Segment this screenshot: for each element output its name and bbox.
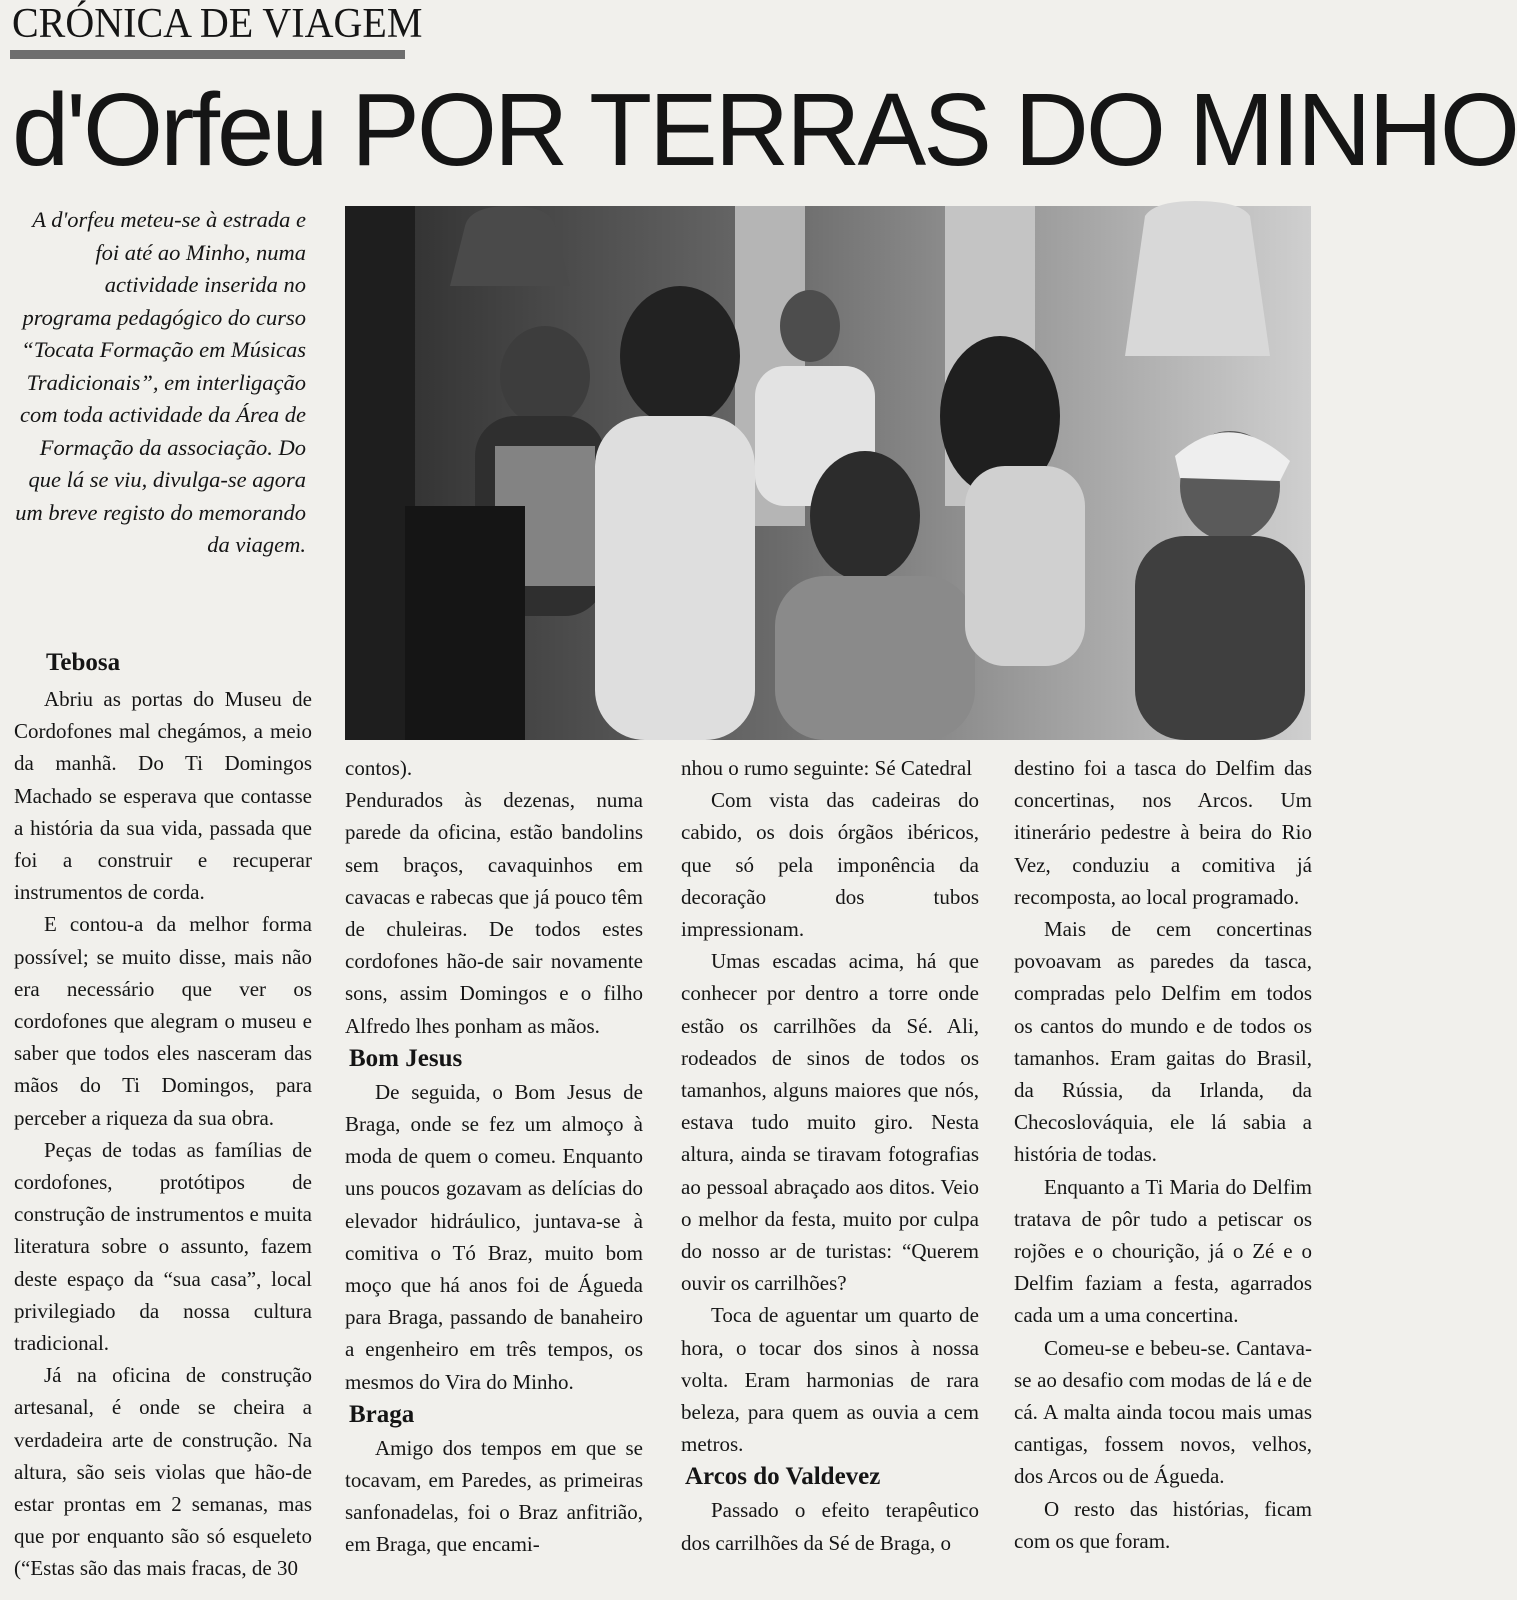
paragraph: destino foi a tasca do Delfim das concertinas, nos Arcos. Um itinerário pedestre à beira do Rio Vez, conduziu a comitiva já recomposta, ao local programado. [1014, 756, 1312, 909]
paragraph: Comeu-se e bebeu-se. Cantava-se ao desafio com modas de lá e de cá. A malta ainda tocou mais umas cantigas, fossem novos, velhos, dos Arcos ou de Águeda. [1014, 1335, 1312, 1489]
text-column-4 [1014, 752, 1312, 1557]
text-column-2 [345, 752, 643, 1561]
text-column-1 [14, 646, 312, 1585]
article-headline: d'Orfeu POR TERRAS DO MINHO [12, 72, 1517, 187]
paragraph: De seguida, o Bom Jesus de Braga, onde se fez um almoço à moda de quem o comeu. Enquanto uns poucos gozavam as delícias do elevador hidráulico, juntava-se à comitiva o Tó Braz, muito bom moço que há anos foi de Águeda para Braga, passando de banaheiro a engenheiro em três tempos, os mesmos do Vira do Minho. [345, 1079, 643, 1394]
section-heading-bom-jesus: Bom Jesus [349, 1044, 463, 1072]
paragraph: Umas escadas acima, há que conhecer por dentro a torre onde estão os carrilhões da Sé. Ali, rodeados de sinos de todos os tamanhos, alguns maiores que nós, estava tudo muito giro. Nesta altura, ainda se tiravam fotografias ao pessoal abraçado aos ditos. Veio o melhor da festa, muito por culpa do nosso ar de turistas: “Querem ouvir os carrilhões? [681, 949, 979, 1296]
paragraph: Passado o efeito terapêutico dos carrilhões da Sé de Braga, o [681, 1498, 979, 1555]
section-heading-tebosa: Tebosa [46, 649, 121, 676]
paragraph: O resto das histórias, ficam com os que foram. [1014, 1496, 1312, 1553]
section-heading-arcos-do-valdevez: Arcos do Valdevez [685, 1463, 881, 1491]
section-kicker: CRÓNICA DE VIAGEM [12, 0, 423, 47]
article-photo [345, 206, 1311, 740]
paragraph: Amigo dos tempos em que se tocavam, em Paredes, as primeiras sanfonadelas, foi o Braz anfitrião, em Braga, que encami- [345, 1435, 643, 1557]
photo-icon [345, 206, 1311, 740]
paragraph: E contou-a da melhor forma possível; se muito disse, mais não era necessário que ver os cordofones que alegram o museu e saber que todos eles nasceram das mãos do Ti Domingos, para perceber a riqueza da sua obra. [14, 912, 312, 1130]
article-intro: A d'orfeu meteu-se à estrada e foi até ao Minho, numa actividade inserida no programa pedagógico do curso “Tocata Formação em Músicas Tradicionais”, em interligação com toda actividade da Área de Formação da associação. Do que lá se viu, divulga-se agora um breve registo do memorando da viagem. [15, 207, 306, 557]
paragraph: contos). [345, 756, 413, 780]
paragraph: nhou o rumo seguinte: Sé Catedral [681, 756, 973, 780]
paragraph: Peças de todas as famílias de cordofones, protótipos de construção de instrumentos e muita literatura sobre o assunto, fazem deste espaço da “sua casa”, local privilegiado da nossa cultura tradicional. [14, 1137, 312, 1356]
kicker-rule [10, 50, 405, 59]
paragraph: Abriu as portas do Museu de Cordofones mal chegámos, a meio da manhã. Do Ti Domingos Machado se esperava que contasse a história da sua vida, passada que foi a construir e recuperar instrumentos de corda. [14, 687, 312, 905]
paragraph: Enquanto a Ti Maria do Delfim tratava de pôr tudo a petiscar os rojões e o chourição, já o Zé e o Delfim faziam a festa, agarrados cada um a uma concertina. [1014, 1174, 1312, 1328]
section-heading-braga: Braga [349, 1400, 415, 1428]
paragraph: Com vista das cadeiras do cabido, os dois órgãos ibéricos, que só pela imponência da decoração dos tubos impressionam. [681, 788, 979, 942]
paragraph: Toca de aguentar um quarto de hora, o tocar dos sinos à nossa volta. Eram harmonias de rara beleza, para quem as ouvia a cem metros. [681, 1303, 979, 1457]
paragraph: Mais de cem concertinas povoavam as paredes da tasca, compradas pelo Delfim em todos os cantos do mundo e de todos os tamanhos. Eram gaitas do Brasil, da Rússia, da Irlanda, da Checoslováquia, ele lá sabia a história de todas. [1014, 917, 1312, 1167]
text-column-3 [681, 752, 979, 1559]
paragraph: Pendurados às dezenas, numa parede da oficina, estão bandolins sem braços, cavaquinhos em cavacas e rabecas que já pouco têm de chuleiras. De todos estes cordofones hão-de sair novamente sons, assim Domingos e o filho Alfredo lhes ponham as mãos. [345, 788, 643, 1038]
paragraph: Já na oficina de construção artesanal, é onde se cheira a verdadeira arte de construção. Na altura, são seis violas que hão-de estar prontas em 2 semanas, mas que por enquanto são só esqueleto (“Estas são das mais fracas, de 30 [14, 1363, 312, 1581]
